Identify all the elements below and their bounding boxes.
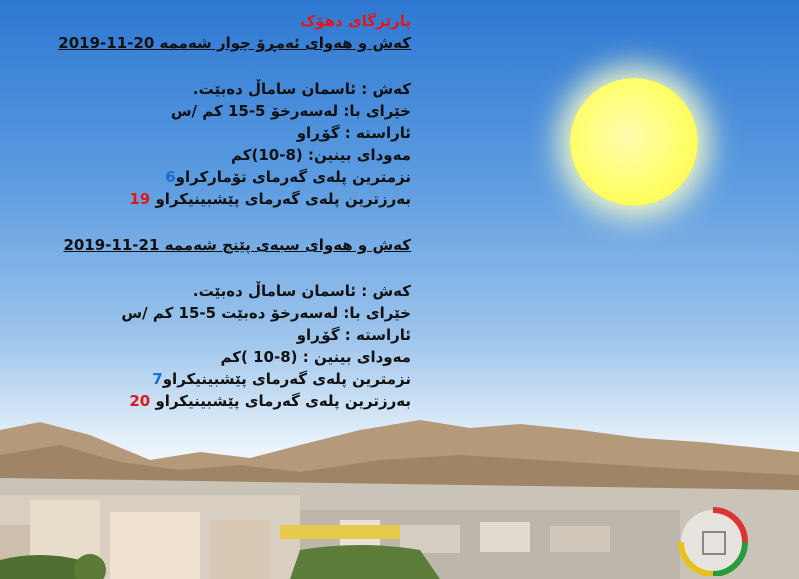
day1-min-value: 6 [165,168,176,186]
day2-max-value: 20 [129,392,151,410]
day2-heading: کەش و هەوای سبەی پێنج شەممە 21-11-2019 [63,236,411,254]
day2-direction: ئاراستە : گۆڕاو [296,326,411,344]
day2-max-label: بەرزترین پلەی گەرمای پێشبینیکراو [155,392,411,410]
day2-wind: خێرای با: لەسەرخۆ دەبێت 5-15 کم /س [121,304,411,322]
day2-min-value: 7 [152,370,163,388]
station-logo [668,496,778,576]
day1-heading: کەش و هەوای ئەمڕۆ چوار شەممە 20-11-2019 [58,34,411,52]
day1-max-value: 19 [129,190,151,208]
day2-visibility: مەودای بینین : (8-10 )کم [220,348,411,366]
day1-max-label: بەرزترین پلەی گەرمای پێشبینیکراو [155,190,411,208]
day2-min-temp [11,368,411,390]
day2-max-temp [11,390,411,412]
day1-visibility: مەودای بینین: (8-10)کم [231,146,411,164]
day1-max-temp [11,188,411,210]
day1-sky: کەش : ئاسمان ساماڵ دەبێت. [192,80,411,98]
page-title: پارێزگای دهۆک [299,12,411,30]
day1-wind: خێرای با: لەسەرخۆ 5-15 کم /س [170,102,411,120]
sun-graphic [570,78,698,206]
forecast-text [11,10,411,412]
day1-min-temp [11,166,411,188]
day2-min-label: نزمترین پلەی گەرمای پێشبینیکراو [162,370,411,388]
day1-min-label: نزمترین پلەی گەرمای تۆمارکراو [175,168,411,186]
day1-direction: ئاراستە : گۆڕاو [296,124,411,142]
day2-sky: کەش : ئاسمان ساماڵ دەبێت. [192,282,411,300]
